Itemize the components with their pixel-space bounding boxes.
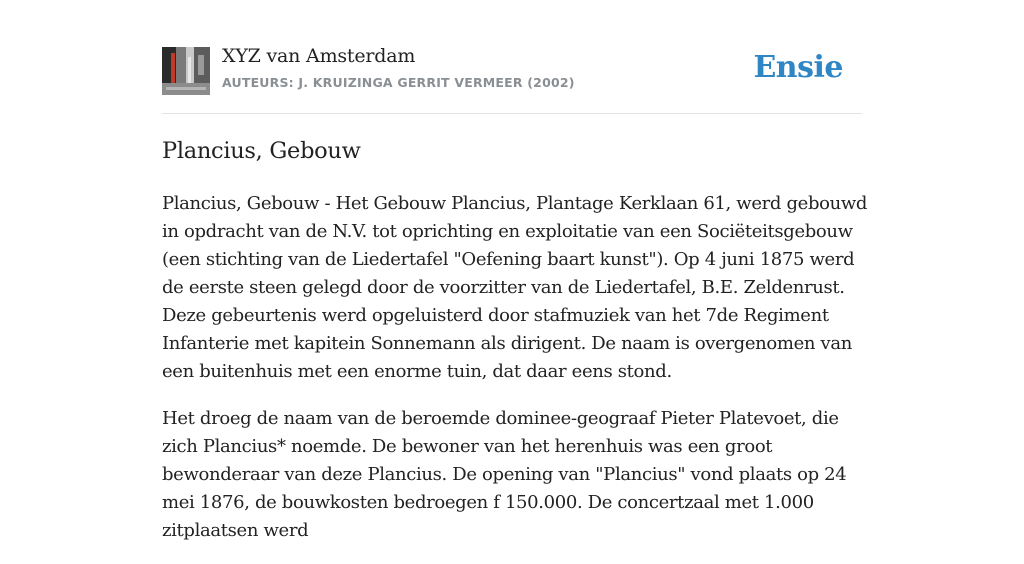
content-container (162, 0, 868, 541)
article-title: Plancius, Gebouw (162, 138, 361, 164)
authors-credit: AUTEURS: J. KRUIZINGA GERRIT VERMEER (2002) (222, 75, 575, 90)
header (162, 0, 862, 114)
book-cover-avatar[interactable] (162, 47, 210, 95)
book-cover-photo-icon (162, 47, 210, 95)
article-paragraph: Het droeg de naam van de beroemde dominee-geograaf Pieter Platevoet, die zich Plancius* noemde. De bewoner van het herenhuis was een groot bewonderaar van deze Plancius. De opening van "Plancius" vond plaats op 24 mei 1876, de bouwkosten bedroegen f 150.000. De concertzaal met 1.000 zitplaatsen werd (162, 408, 847, 541)
article-paragraph: Plancius, Gebouw - Het Gebouw Plancius, Plantage Kerklaan 61, werd gebouwd in opdracht van de N.V. tot oprichting en exploitatie van een Sociëteitsgebouw (een stichting van de Liedertafel "Oefening baart kunst"). Op 4 juni 1875 werd de eerste steen gelegd door de voorzitter van de Liedertafel, B.E. Zeldenrust. Deze gebeurtenis werd opgeluisterd door stafmuziek van het 7de Regiment Infanterie met kapitein Sonnemann als dirigent. De naam is overgenomen van een buitenhuis met een enorme tuin, dat daar eens stond. (162, 193, 868, 382)
brand-logo[interactable]: Ensie (753, 50, 843, 85)
article-body (162, 190, 872, 564)
book-title[interactable]: XYZ van Amsterdam (222, 45, 416, 67)
